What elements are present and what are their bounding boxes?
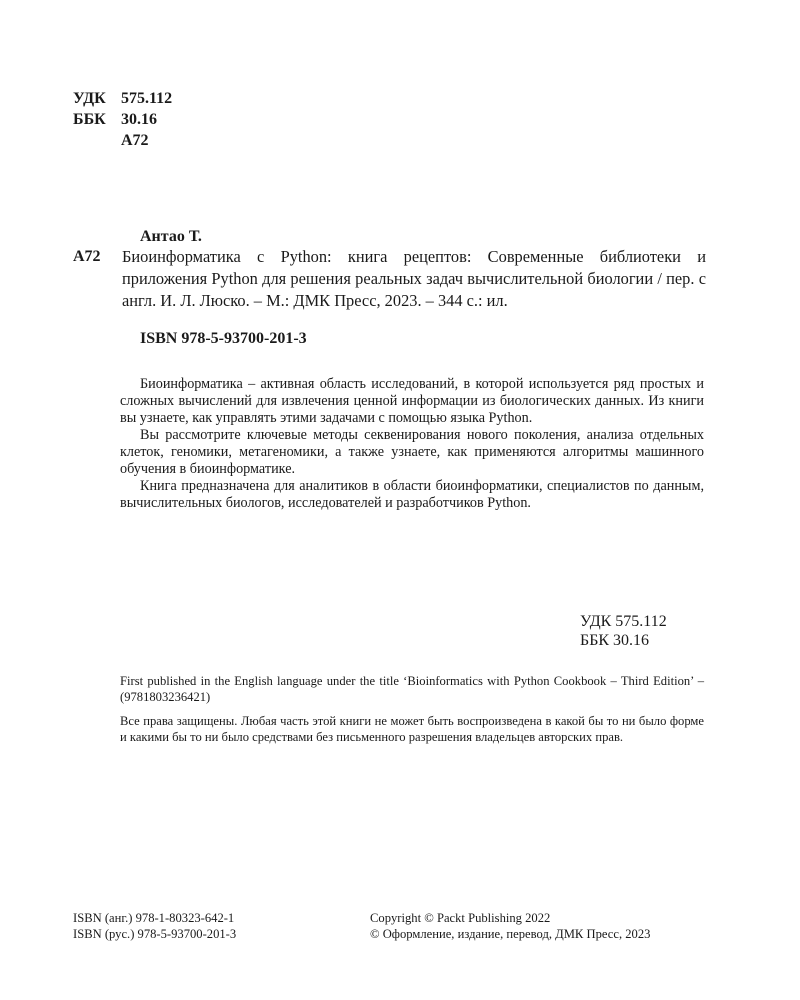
annotation-paragraph: Вы рассмотрите ключевые методы секвенирования нового поколения, анализа отдельных клеток, геномики, метагеномики, а также узнаете, как применяются алгоритмы машинного обучения в биоинформатике. (120, 427, 704, 477)
author-name: Антао Т. (140, 228, 202, 245)
first-published-note: First published in the English language under the title ‘Bioinformatics with Python Cookbook – Third Edition’ – (9781803236421) (120, 674, 704, 704)
bibliographic-description: Биоинформатика с Python: книга рецептов: Современные библиотеки и приложения Python для решения реальных задач вычислительной биологии / пер. с англ. И. Л. Люско. – М.: ДМК Пресс, 2023. – 344 с.: ил. (122, 247, 706, 310)
codes-right (580, 612, 667, 650)
udk-row (73, 88, 172, 109)
udk-label: УДК (73, 90, 106, 107)
rights-notice: Все права защищены. Любая часть этой книги не может быть воспроизведена в какой бы то ни было форме и какими бы то ни было средствами без письменного разрешения владельцев авторских прав. (120, 714, 704, 744)
bbk-right: ББК 30.16 (580, 632, 650, 649)
author-mark: А72 (121, 132, 149, 149)
copyright-dmk: © Оформление, издание, перевод, ДМК Пресс, 2023 (370, 927, 651, 941)
annotation-paragraph: Книга предназначена для аналитиков в области биоинформатики, специалистов по данным, вычислительных биологов, исследователей и разработчиков Python. (120, 478, 704, 511)
udk-right: УДК 575.112 (580, 613, 667, 630)
classification-block (73, 88, 172, 151)
isbn-eng: ISBN (анг.) 978-1-80323-642-1 (73, 911, 235, 925)
isbn-main: ISBN 978-5-93700-201-3 (140, 330, 307, 347)
bbk-label: ББК (73, 111, 106, 128)
copyright-packt: Copyright © Packt Publishing 2022 (370, 911, 551, 925)
isbn-rus: ISBN (рус.) 978-5-93700-201-3 (73, 927, 237, 941)
isbn-list (73, 910, 236, 942)
record-mark: А72 (73, 248, 101, 265)
udk-value: 575.112 (121, 90, 173, 107)
author-mark-row (73, 130, 172, 151)
annotation (120, 376, 704, 512)
copyright-block (370, 910, 650, 942)
annotation-paragraph: Биоинформатика – активная область исследований, в которой используется ряд простых и сложных вычислений для извлечения ценной информации из биологических данных. Из книги вы узнаете, как управлять этими задачами с помощью языка Python. (120, 376, 704, 426)
bbk-row (73, 109, 172, 130)
bbk-value: 30.16 (121, 111, 157, 128)
